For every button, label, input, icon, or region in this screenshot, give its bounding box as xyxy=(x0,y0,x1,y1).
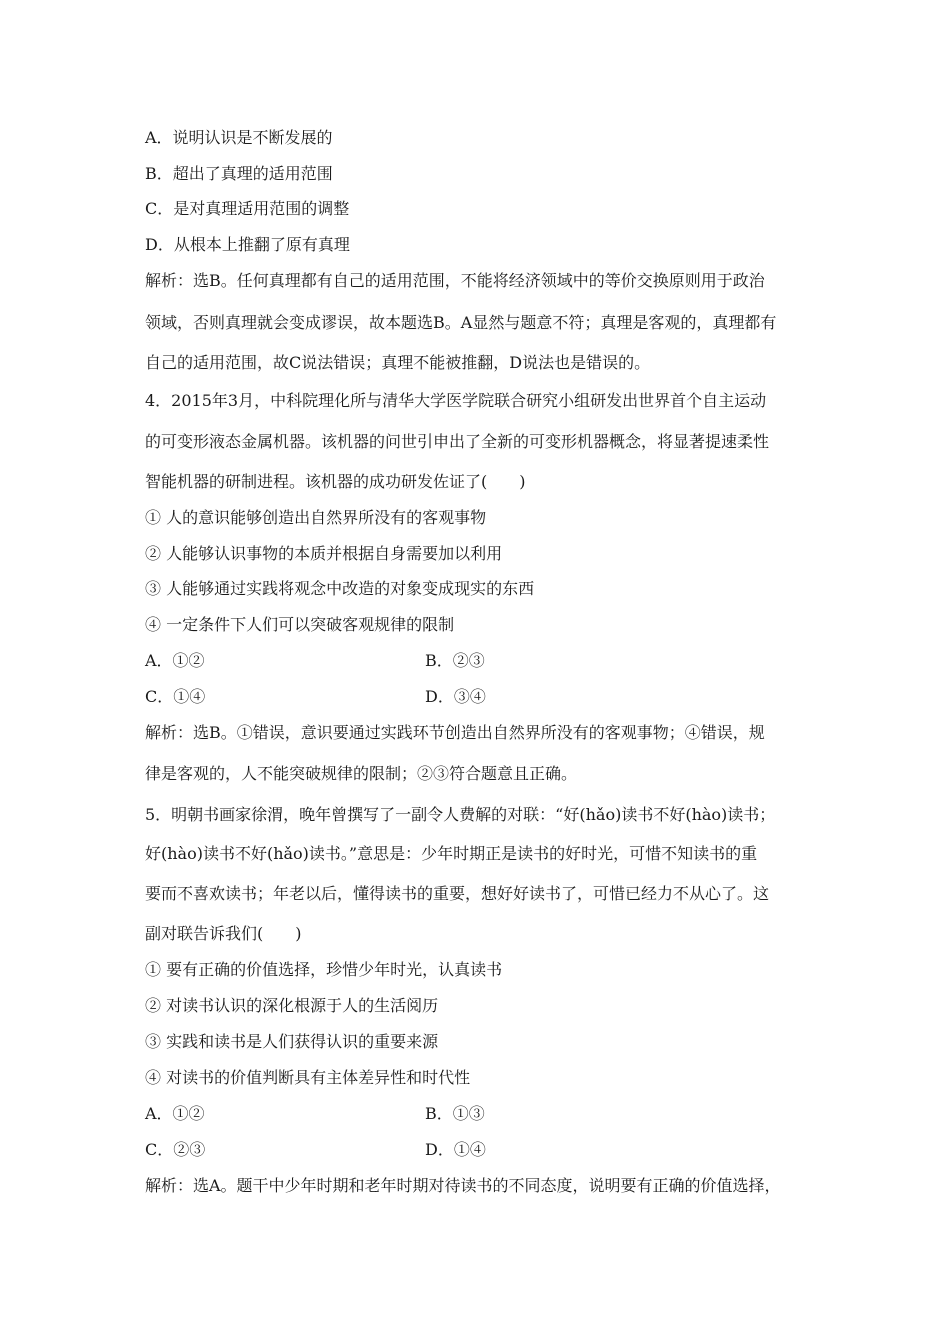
q5-statement-4: ④ 对读书的价值判断具有主体差异性和时代性 xyxy=(145,1068,471,1087)
q4-choice-c: C．①④ xyxy=(145,687,206,706)
q3-option-a: A．说明认识是不断发展的 xyxy=(145,128,333,147)
q3-analysis-line-3: 自己的适用范围，故C说法错误；真理不能被推翻，D说法也是错误的。 xyxy=(145,353,651,372)
q5-statement-2: ② 对读书认识的深化根源于人的生活阅历 xyxy=(145,996,439,1015)
q4-statement-4: ④ 一定条件下人们可以突破客观规律的限制 xyxy=(145,615,455,634)
q5-statement-3: ③ 实践和读书是人们获得认识的重要来源 xyxy=(145,1032,439,1051)
q4-statement-1: ① 人的意识能够创造出自然界所没有的客观事物 xyxy=(145,508,487,527)
q5-choice-d: D．①④ xyxy=(425,1140,486,1159)
q4-choice-b: B．②③ xyxy=(425,651,485,670)
q5-stem-line-1: 5．明朝书画家徐渭，晚年曾撰写了一副令人费解的对联：“好(hǎo)读书不好(hào)读书； xyxy=(145,805,776,824)
q4-analysis-line-1: 解析：选B。①错误，意识要通过实践环节创造出自然界所没有的客观事物；④错误，规 xyxy=(145,723,765,742)
q3-option-c: C．是对真理适用范围的调整 xyxy=(145,199,350,218)
q4-choice-a: A．①② xyxy=(145,651,205,670)
q5-stem-line-3: 要而不喜欢读书；年老以后，懂得读书的重要，想好好读书了，可惜已经力不从心了。这 xyxy=(145,884,770,903)
q5-choice-a: A．①② xyxy=(145,1104,205,1123)
q5-statement-1: ① 要有正确的价值选择，珍惜少年时光，认真读书 xyxy=(145,960,503,979)
q5-stem-line-2: 好(hào)读书不好(hǎo)读书。”意思是：少年时期正是读书的好时光，可惜不知读书的重 xyxy=(145,844,758,863)
q4-stem-line-2: 的可变形液态金属机器。该机器的问世引申出了全新的可变形机器概念，将显著提速柔性 xyxy=(145,432,770,451)
q3-option-d: D．从根本上推翻了原有真理 xyxy=(145,235,350,254)
q3-option-b: B．超出了真理的适用范围 xyxy=(145,164,333,183)
q5-choice-b: B．①③ xyxy=(425,1104,485,1123)
q4-statement-2: ② 人能够认识事物的本质并根据自身需要加以利用 xyxy=(145,544,503,563)
q5-analysis-line-1: 解析：选A。题干中少年时期和老年时期对待读书的不同态度，说明要有正确的价值选择， xyxy=(145,1176,781,1195)
q4-stem-line-3: 智能机器的研制进程。该机器的成功研发佐证了( ) xyxy=(145,472,526,491)
q5-stem-line-4: 副对联告诉我们( ) xyxy=(145,924,302,943)
q3-analysis-line-2: 领域，否则真理就会变成谬误，故本题选B。A显然与题意不符；真理是客观的，真理都有 xyxy=(145,313,777,332)
q4-choice-d: D．③④ xyxy=(425,687,486,706)
q3-analysis-line-1: 解析：选B。任何真理都有自己的适用范围，不能将经济领域中的等价交换原则用于政治 xyxy=(145,271,765,290)
q4-stem-line-1: 4．2015年3月，中科院理化所与清华大学医学院联合研究小组研发出世界首个自主运动 xyxy=(145,391,767,410)
q5-choice-c: C．②③ xyxy=(145,1140,206,1159)
q4-analysis-line-2: 律是客观的，人不能突破规律的限制；②③符合题意且正确。 xyxy=(145,764,578,783)
q4-statement-3: ③ 人能够通过实践将观念中改造的对象变成现实的东西 xyxy=(145,579,535,598)
